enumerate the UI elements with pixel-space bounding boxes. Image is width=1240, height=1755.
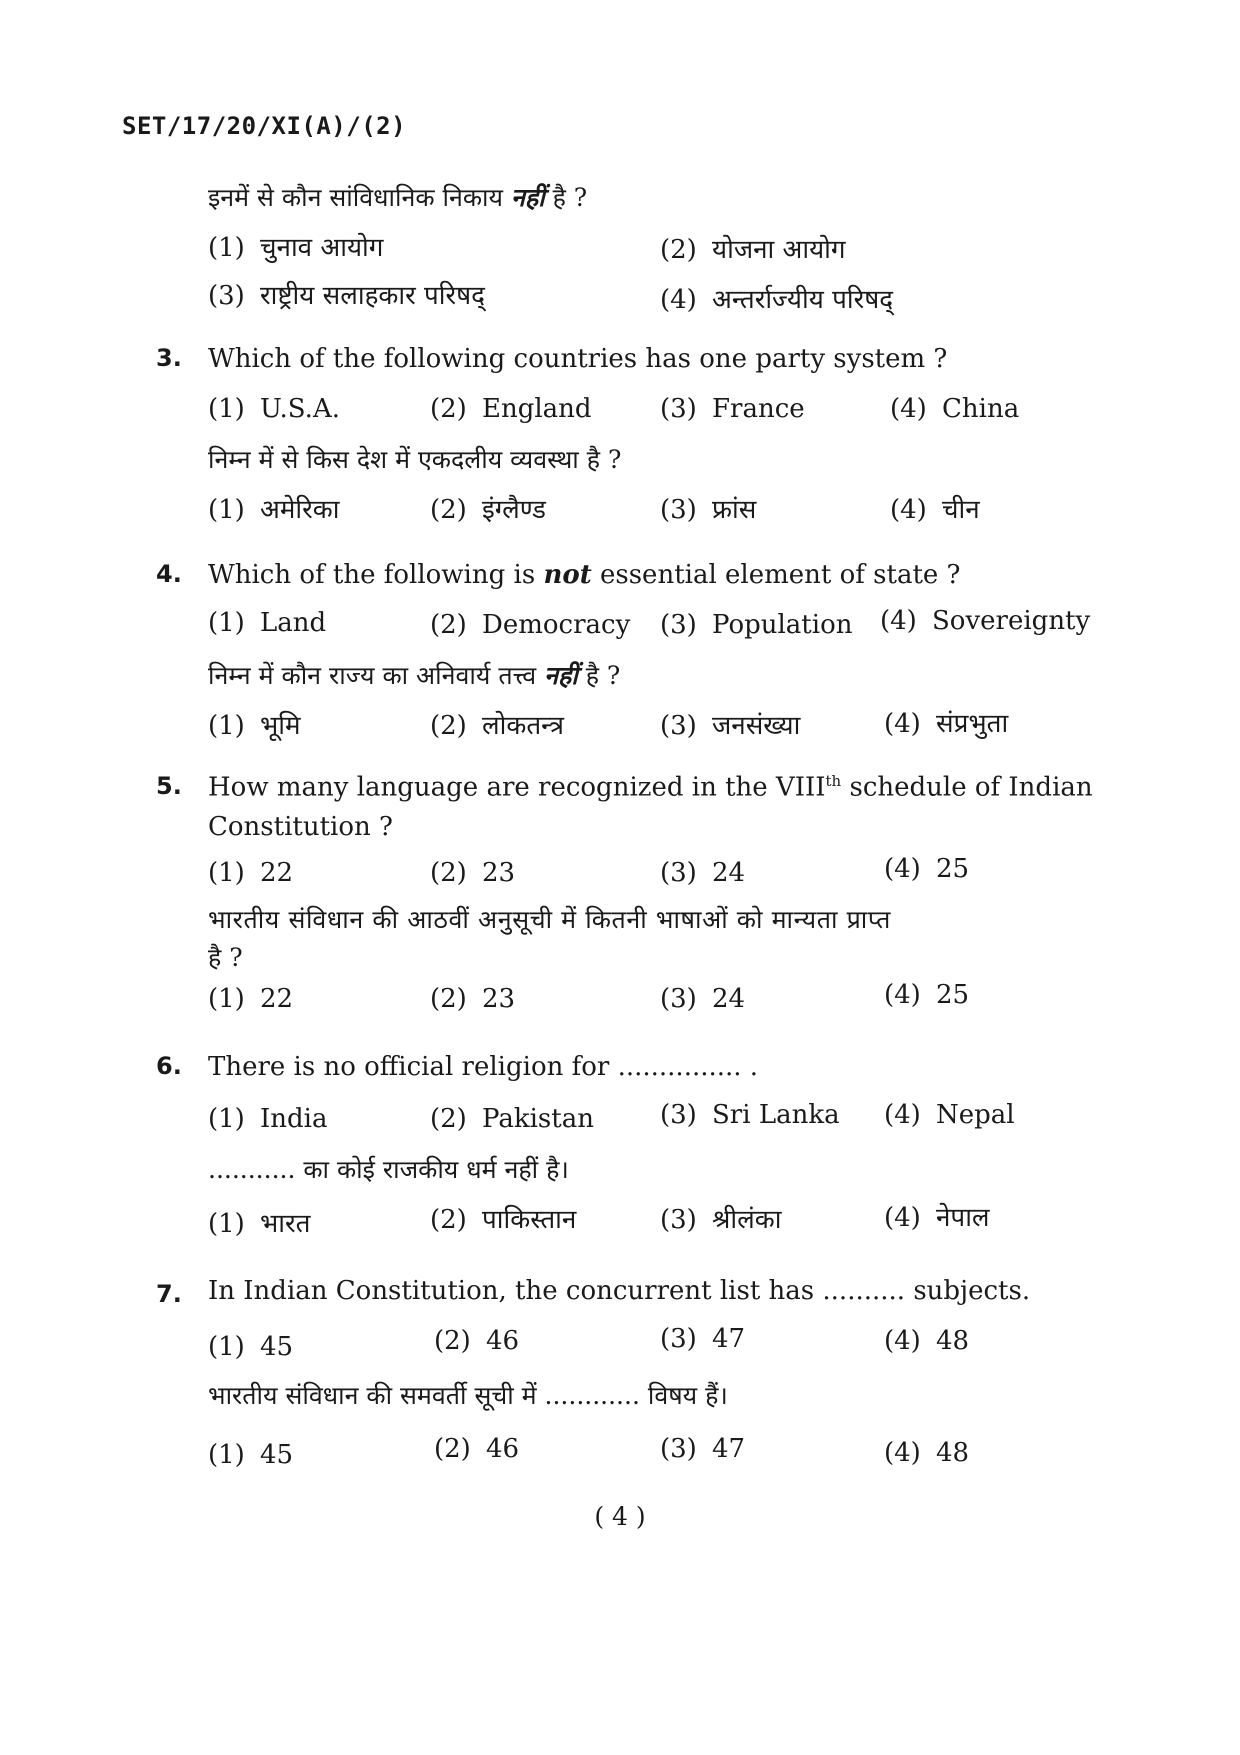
option-number: (1) (208, 1440, 245, 1470)
question-number: 7. (156, 1280, 182, 1308)
q5-hindi-option-3 (660, 984, 745, 1014)
q2-hindi-question-emphasis: नहीं (510, 183, 545, 212)
option-number: (1) (208, 1104, 245, 1134)
option-number: (2) (430, 984, 467, 1014)
option-number: (1) (208, 233, 245, 263)
option-number: (2) (430, 858, 467, 888)
option-number: (1) (208, 984, 245, 1014)
option-number: (2) (430, 610, 467, 640)
q4-hindi-option-2 (430, 706, 564, 742)
option-text: भारत (260, 1209, 311, 1239)
q4-hindi-option-3 (660, 706, 800, 742)
option-number: (2) (430, 1205, 467, 1235)
option-number: (1) (208, 394, 245, 424)
option-number: (4) (660, 285, 697, 315)
option-text: 23 (482, 858, 516, 888)
option-text: संप्रभुता (936, 709, 1009, 739)
q3-english-option-4 (890, 394, 1019, 424)
option-text: Democracy (482, 610, 631, 640)
q5-english-question-line2: Constitution ? (208, 812, 393, 842)
option-number: (3) (660, 1324, 697, 1354)
q4-hindi-question (208, 658, 620, 692)
option-number: (2) (430, 711, 467, 741)
q6-hindi-option-1 (208, 1204, 310, 1240)
option-text: 46 (486, 1326, 520, 1356)
option-text: पाकिस्तान (482, 1205, 577, 1235)
option-text: 48 (936, 1438, 970, 1468)
option-text: फ्रांस (712, 495, 757, 525)
q3-hindi-option-4 (890, 490, 980, 526)
question-number: 4. (156, 560, 182, 588)
option-text: चीन (942, 495, 980, 525)
option-text: U.S.A. (260, 394, 340, 424)
q7-hindi-question: भारतीय संविधान की समवर्ती सूची में ............ विषय हैं। (208, 1381, 728, 1410)
q6-hindi-option-4 (884, 1198, 990, 1234)
page-number: ( 4 ) (594, 1502, 646, 1531)
q6-english-option-3 (660, 1100, 840, 1130)
option-text: योजना आयोग (712, 235, 846, 265)
option-number: (4) (880, 606, 917, 636)
q2-hindi-question-pre: इनमें से कौन सांविधानिक निकाय (208, 183, 504, 212)
q4-english-question-emphasis: not (543, 560, 592, 590)
q5-english-option-3 (660, 858, 745, 888)
option-number: (2) (434, 1434, 471, 1464)
option-text: 23 (482, 984, 516, 1014)
option-number: (3) (660, 1434, 697, 1464)
option-text: China (942, 394, 1020, 424)
q5-hindi-question-line2: है ? (208, 943, 243, 972)
q2-hindi-option-4 (660, 280, 893, 316)
option-text: 45 (260, 1332, 294, 1362)
option-text: France (712, 394, 805, 424)
option-number: (4) (884, 1438, 921, 1468)
q6-english-question: There is no official religion for ............... . (208, 1052, 759, 1082)
q2-hindi-option-2 (660, 230, 846, 266)
q6-english-option-1 (208, 1104, 327, 1134)
q7-hindi-option-2 (434, 1434, 519, 1464)
question-number: 6. (156, 1052, 182, 1080)
option-text: 25 (936, 854, 970, 884)
option-text: चुनाव आयोग (260, 233, 384, 263)
q7-english-option-3 (660, 1324, 745, 1354)
option-number: (1) (208, 1332, 245, 1362)
q5-hindi-option-4 (884, 980, 969, 1010)
option-text: अमेरिका (260, 495, 340, 525)
option-number: (3) (660, 711, 697, 741)
q4-english-option-4 (880, 606, 1090, 636)
option-number: (3) (660, 495, 697, 525)
q4-english-question-post: essential element of state ? (599, 560, 961, 590)
q2-hindi-option-3 (208, 276, 485, 312)
option-text: India (260, 1104, 328, 1134)
option-text: इंग्लैण्ड (482, 495, 546, 525)
option-text: 46 (486, 1434, 520, 1464)
q4-hindi-question-emphasis: नहीं (544, 661, 578, 690)
option-number: (4) (884, 1100, 921, 1130)
q5-english-option-1 (208, 858, 293, 888)
q3-english-option-3 (660, 394, 805, 424)
option-number: (2) (430, 394, 467, 424)
q3-hindi-option-1 (208, 490, 339, 526)
option-number: (3) (660, 1205, 697, 1235)
option-text: राष्ट्रीय सलाहकार परिषद् (260, 281, 485, 311)
option-text: Land (260, 608, 327, 638)
option-number: (4) (884, 980, 921, 1010)
option-text: 24 (712, 984, 746, 1014)
q4-english-option-1 (208, 608, 326, 638)
option-number: (2) (430, 495, 467, 525)
option-number: (1) (208, 858, 245, 888)
q5-hindi-question-line1: भारतीय संविधान की आठवीं अनुसूची में कितनी भाषाओं को मान्यता प्राप्त (208, 905, 892, 934)
option-number: (2) (430, 1104, 467, 1134)
option-number: (3) (660, 394, 697, 424)
option-text: Sovereignty (932, 606, 1091, 636)
q5-english-superscript: th (825, 772, 842, 790)
q3-hindi-question: निम्न में से किस देश में एकदलीय व्यवस्था है ? (208, 445, 622, 474)
option-number: (3) (660, 984, 697, 1014)
q3-english-option-1 (208, 394, 340, 424)
option-number: (3) (660, 858, 697, 888)
q4-english-option-2 (430, 610, 630, 640)
question-number: 3. (156, 344, 182, 372)
option-text: श्रीलंका (712, 1205, 782, 1235)
q4-hindi-question-pre: निम्न में कौन राज्य का अनिवार्य तत्त्व (208, 661, 537, 690)
q4-english-question-pre: Which of the following is (208, 560, 536, 590)
option-number: (3) (660, 610, 697, 640)
paper-code: SET/17/20/XI(A)/(2) (122, 112, 407, 140)
option-text: Nepal (936, 1100, 1015, 1130)
q4-hindi-option-4 (884, 704, 1008, 740)
option-number: (4) (884, 854, 921, 884)
q2-hindi-question (208, 180, 587, 214)
option-text: Sri Lanka (712, 1100, 840, 1130)
option-number: (2) (434, 1326, 471, 1356)
q2-hindi-option-1 (208, 228, 383, 264)
q5-english-question-pre: How many language are recognized in the VIII (208, 772, 826, 803)
option-text: जनसंख्या (712, 711, 801, 741)
option-number: (1) (208, 495, 245, 525)
q7-hindi-option-3 (660, 1434, 745, 1464)
option-text: 48 (936, 1326, 970, 1356)
q5-hindi-option-2 (430, 984, 515, 1014)
option-number: (1) (208, 711, 245, 741)
option-number: (3) (660, 1100, 697, 1130)
q6-english-option-4 (884, 1100, 1015, 1130)
q5-english-question-line1 (208, 772, 1093, 803)
option-text: 45 (260, 1440, 294, 1470)
q7-english-option-2 (434, 1326, 519, 1356)
q6-hindi-option-3 (660, 1200, 781, 1236)
q6-hindi-option-2 (430, 1200, 576, 1236)
q7-english-question: In Indian Constitution, the concurrent list has .......... subjects. (208, 1276, 1031, 1306)
q4-hindi-option-1 (208, 706, 301, 742)
option-number: (4) (890, 394, 927, 424)
q3-english-question: Which of the following countries has one party system ? (208, 344, 948, 374)
option-text: नेपाल (936, 1203, 990, 1233)
option-text: 47 (712, 1434, 746, 1464)
option-text: 22 (260, 984, 294, 1014)
q4-english-question (208, 560, 961, 590)
q5-english-option-2 (430, 858, 515, 888)
q3-english-option-2 (430, 394, 592, 424)
option-number: (4) (884, 709, 921, 739)
option-number: (2) (660, 235, 697, 265)
option-text: 22 (260, 858, 294, 888)
option-number: (4) (884, 1326, 921, 1356)
q7-english-option-4 (884, 1326, 969, 1356)
q5-english-question-post: schedule of Indian (841, 772, 1093, 803)
q7-hindi-option-1 (208, 1440, 293, 1470)
option-text: लोकतन्त्र (482, 711, 564, 741)
q4-english-option-3 (660, 610, 852, 640)
option-text: Population (712, 610, 853, 640)
option-text: 47 (712, 1324, 746, 1354)
option-text: 24 (712, 858, 746, 888)
option-text: Pakistan (482, 1104, 594, 1134)
q7-english-option-1 (208, 1332, 293, 1362)
q3-hindi-option-2 (430, 490, 546, 526)
q5-english-option-4 (884, 854, 969, 884)
option-number: (4) (884, 1203, 921, 1233)
q4-hindi-question-post: है ? (585, 661, 621, 690)
option-text: England (482, 394, 592, 424)
option-text: भूमि (260, 711, 301, 741)
option-number: (4) (890, 495, 927, 525)
option-text: 25 (936, 980, 970, 1010)
q7-hindi-option-4 (884, 1438, 969, 1468)
option-number: (1) (208, 608, 245, 638)
q3-hindi-option-3 (660, 490, 756, 526)
q5-hindi-option-1 (208, 984, 293, 1014)
question-number: 5. (156, 772, 182, 800)
q6-hindi-question: ........... का कोई राजकीय धर्म नहीं है। (208, 1155, 569, 1184)
option-number: (1) (208, 1209, 245, 1239)
q6-english-option-2 (430, 1104, 594, 1134)
q2-hindi-question-post: है ? (552, 183, 588, 212)
option-text: अन्तर्राज्यीय परिषद् (712, 285, 894, 315)
option-number: (3) (208, 281, 245, 311)
